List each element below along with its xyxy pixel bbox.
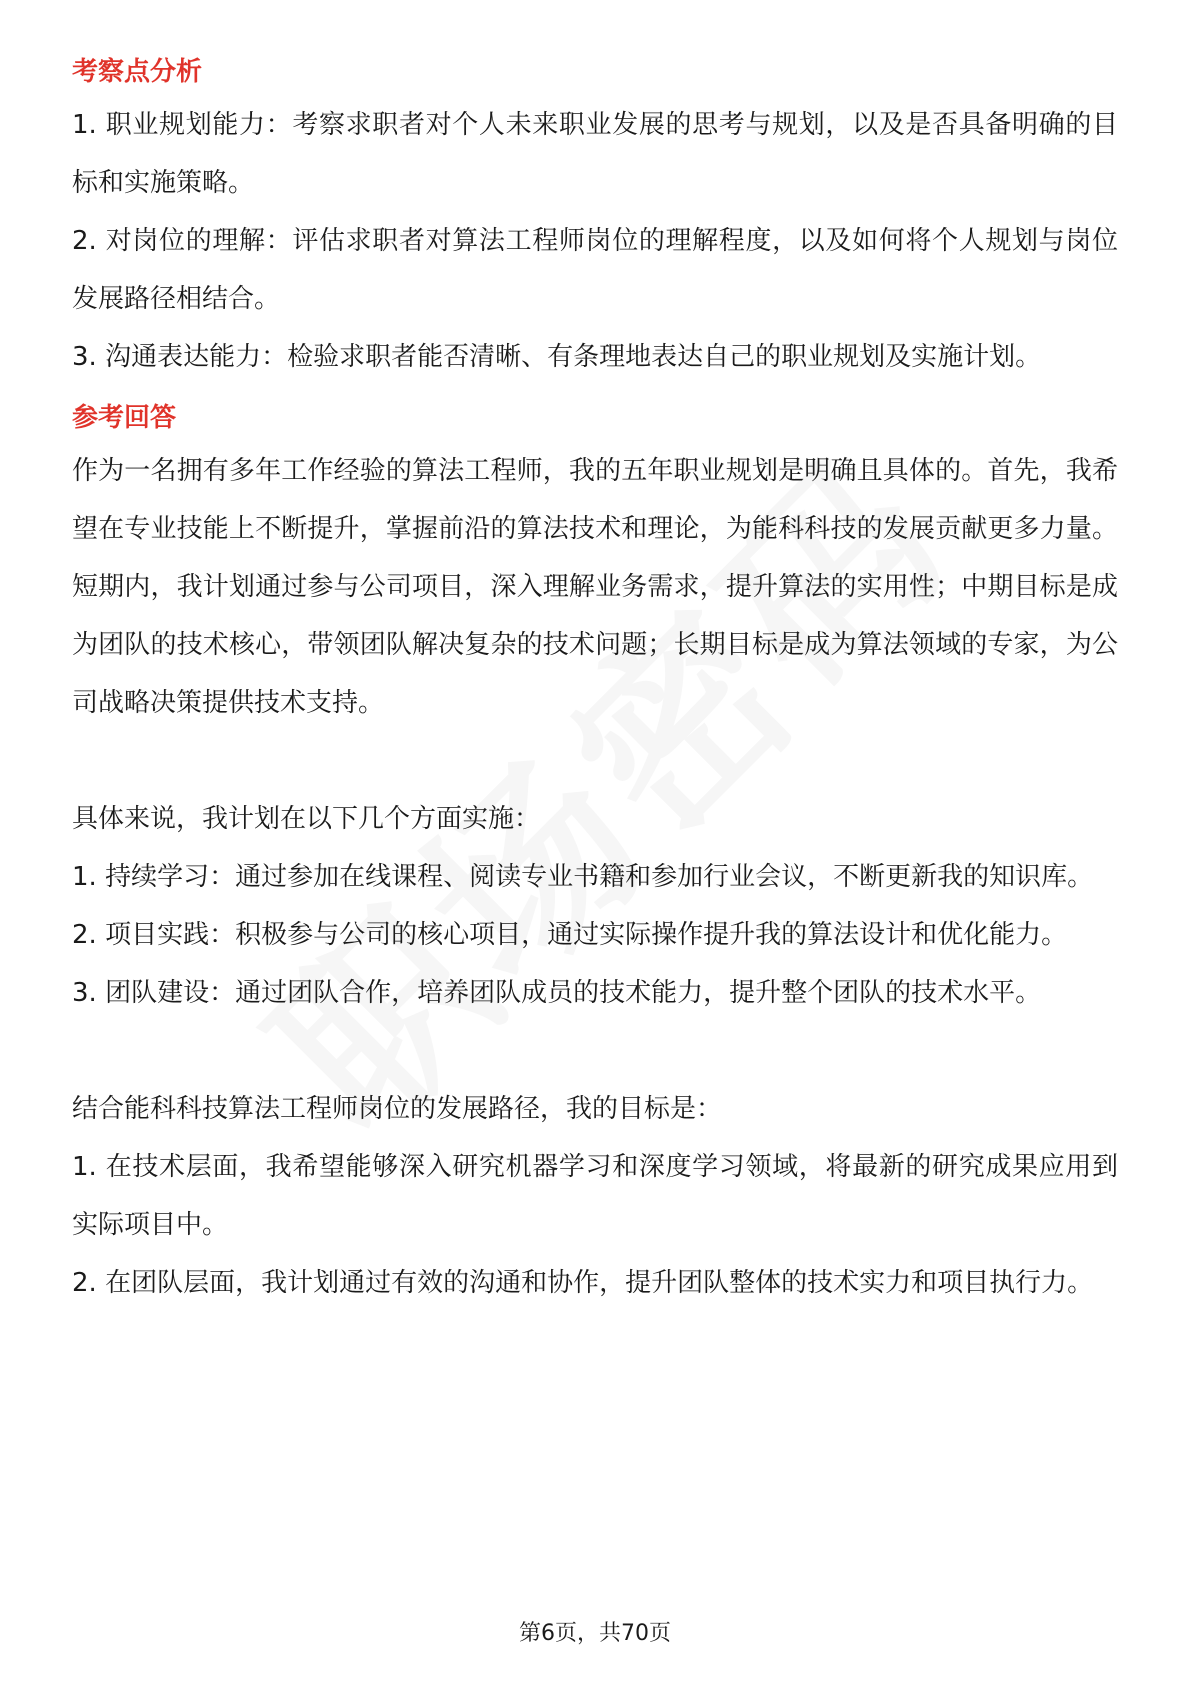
- goal-intro: 结合能科科技算法工程师岗位的发展路径，我的目标是：: [72, 1094, 723, 1124]
- plan-intro: 具体来说，我计划在以下几个方面实施：: [72, 804, 541, 834]
- plan-item-3: 3. 团队建设：通过团队合作，培养团队成员的技术能力，提升整个团队的技术水平。: [72, 978, 1042, 1008]
- section-heading-analysis: 考察点分析: [72, 57, 203, 87]
- page-number: 第6页，共70页: [519, 1621, 671, 1646]
- analysis-item-1: 1. 职业规划能力：考察求职者对个人未来职业发展的思考与规划，以及是否具备明确的目标和实施策略。: [72, 110, 1118, 198]
- analysis-item-2: 2. 对岗位的理解：评估求职者对算法工程师岗位的理解程度，以及如何将个人规划与岗位发展路径相结合。: [72, 226, 1118, 314]
- section-heading-answer: 参考回答: [72, 403, 177, 433]
- plan-item-1: 1. 持续学习：通过参加在线课程、阅读专业书籍和参加行业会议，不断更新我的知识库。: [72, 862, 1094, 892]
- answer-intro: 作为一名拥有多年工作经验的算法工程师，我的五年职业规划是明确且具体的。首先，我希望在专业技能上不断提升，掌握前沿的算法技术和理论，为能科科技的发展贡献更多力量。短期内，我计划通过参与公司项目，深入理解业务需求，提升算法的实用性；中期目标是成为团队的技术核心，带领团队解决复杂的技术问题；长期目标是成为算法领域的专家，为公司战略决策提供技术支持。: [72, 456, 1118, 718]
- goal-item-2: 2. 在团队层面，我计划通过有效的沟通和协作，提升团队整体的技术实力和项目执行力。: [72, 1268, 1094, 1298]
- goal-item-1: 1. 在技术层面，我希望能够深入研究机器学习和深度学习领域，将最新的研究成果应用到实际项目中。: [72, 1152, 1118, 1240]
- analysis-item-3: 3. 沟通表达能力：检验求职者能否清晰、有条理地表达自己的职业规划及实施计划。: [72, 342, 1042, 372]
- document-page: [72, 48, 1118, 1312]
- plan-item-2: 2. 项目实践：积极参与公司的核心项目，通过实际操作提升我的算法设计和优化能力。: [72, 920, 1068, 950]
